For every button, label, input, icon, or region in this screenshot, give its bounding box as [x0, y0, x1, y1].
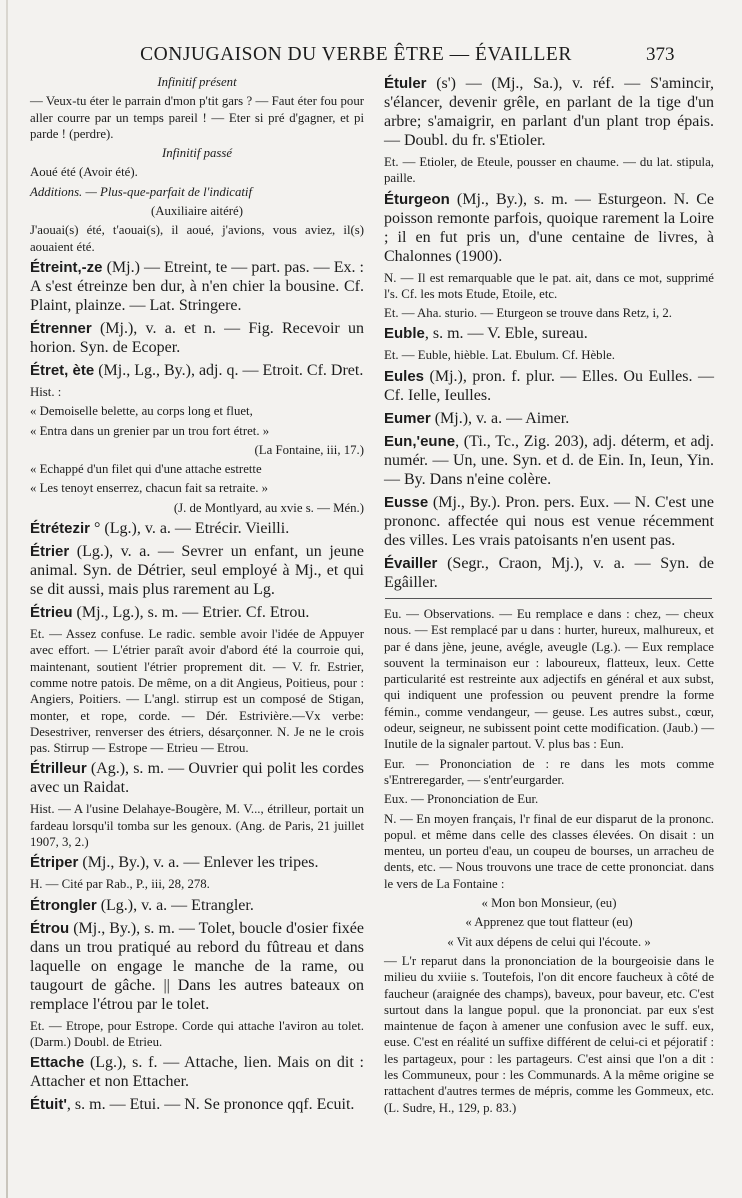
entry-text: N. — Il est remarquable que le pat. ait, dans ce mot, supprimé l's. Cf. les mots Etude, Etoile, etc. — [384, 270, 714, 301]
running-title: CONJUGAISON DU VERBE ÊTRE — ÉVAILLER — [140, 44, 572, 65]
entry-text: Et. — Assez confuse. Le radic. semble avoir l'idée de Appuyer avec effort. — L'étrier paraît avoir d'abord été la courroie qui, maintenant, soutient l'étrier proprement dit. — V. fr. Estrier, comme notre patois. De même, on a dit Angieus, Poitieus, pour : Angiers, Poitiers. — L'angl. stirrup est un composé de Stigan, monter, et rope, corde. — Dér. Estrivière.—Vx verbe: Desestriver, renverser des étriers, désarçonner. N. Je ne le crois pas. Stirrup — Estrope — Etrieu — Etrou. — [30, 627, 364, 756]
dictionary-entry — [30, 184, 364, 200]
entry-text: (Lg.), v. a. — Sevrer un enfant, un jeune animal. Syn. de Détrier, seul employé à Mj., et qui se dit aussi, mais plus rarement au Lg. — [30, 543, 364, 599]
left-column — [30, 74, 364, 1118]
entry-text: — Veux-tu éter le parrain d'mon p'tit gars ? — Faut éter fou pour aller courre par un temps pareil ! — Eter si pré d'gagner, et pi parde ! (perdre). — [30, 94, 364, 141]
dictionary-entry — [30, 480, 364, 496]
dictionary-entry — [384, 270, 714, 303]
entry-text: Hist. — A l'usine Delahaye-Bougère, M. V..., étrilleur, portait un fardeau lorsqu'il tomba sur les genoux. (Ang. de Paris, 21 juillet 1907, 3, 2.) — [30, 802, 364, 850]
entry-headword: Étrieu — [30, 604, 73, 622]
entry-text: (Mj., By.), v. a. — Enlever les tripes. — [78, 854, 319, 872]
entry-text: — L'r reparut dans la prononciation de la bourgeoisie dans le milieu du xviiie s. Toutefois, l'on dit encore faucheux à côté de faucheur (araignée des champs), baveux, pour baveur, etc. C'est surtout dans la langue popul. que la prononciat. par eux s'est maintenue de façon à amener une confusion avec le suff. eux, euse. C'est en réalité un suffixe différent de celui-ci et péjoratif : les partageux, pour : les partageurs. C'est ainsi que l'on a dit : les Communeux, pour : les Communards. A la même origine se rattachent d'autres termes de mépris, comme les Gommeux, etc. (L. Sudre, H., 129, p. 83.) — [384, 953, 714, 1115]
entry-headword: Étuit' — [30, 1096, 67, 1114]
entry-headword: Eules — [384, 367, 425, 385]
dictionary-entry — [30, 403, 364, 419]
note-paragraph — [384, 791, 714, 807]
right-notes — [384, 606, 714, 1119]
dictionary-entry — [384, 367, 714, 405]
entry-text: ° (Lg.), v. a. — Etrécir. Vieilli. — [90, 520, 290, 538]
entry-headword: Étrétezir — [30, 520, 91, 538]
entry-text: (J. de Montlyard, au xvie s. — Mén.) — [173, 500, 364, 515]
footnote-divider — [385, 598, 712, 599]
entry-text: Infinitif présent — [157, 75, 237, 89]
entry-text: (Mj.) — Etreint, te — part. pas. — Ex. : A s'est étreinze ben dur, à n'en chier la bousine. Cf. Plaint, plainze. — Lat. Stringere. — [30, 258, 364, 314]
entry-text: « Demoiselle belette, au corps long et fluet, — [30, 404, 253, 419]
entry-text: (Mj.), v. a. et n. — Fig. Recevoir un horion. Syn. de Ecoper. — [30, 319, 364, 356]
entry-headword: Étrongler — [30, 896, 97, 914]
dictionary-entry — [384, 154, 714, 187]
dictionary-entry — [30, 203, 364, 219]
dictionary-entry — [384, 409, 714, 428]
dictionary-entry — [384, 554, 714, 592]
entry-text: « Mon bon Monsieur, (eu) — [481, 896, 617, 911]
entry-text: Eux. — Prononciation de Eur. — [384, 792, 539, 807]
entry-text: Eu. — Observations. — Eu remplace e dans : chez, — cheux nous. — Est remplacé par u dans : hurter, hureux, malhureux, et par é dans jène, jeune, avégle, aveugle (Lg.). — Eux remplace souvent la terminaison eur : laboureux, flatteux, leux. Cette particularité est restreinte aux adjectifs en général et aux subst, qui indiquent une profession ou peuvent prendre la forme fémin., comme vendangeur, — geuse. Les autres subst., cœur, odeur, seigneur, ne subissent point cette modification. (Jaub.) — Inutile de la signaler partout. V. plus bas : Eun. — [384, 607, 714, 752]
dictionary-entry — [384, 347, 714, 363]
dictionary-entry — [30, 626, 364, 756]
entry-text: H. — Cité par Rab., P., iii, 28, 278. — [30, 877, 210, 892]
dictionary-entry — [384, 74, 714, 150]
dictionary-entry — [30, 853, 364, 872]
dictionary-entry — [384, 305, 714, 321]
dictionary-entry — [30, 919, 364, 1014]
entry-text: (Lg.), s. f. — Attache, lien. Mais on dit : Attacher et non Ettacher. — [30, 1054, 364, 1091]
dictionary-entry — [384, 432, 714, 489]
entry-text: Aoué été (Avoir été). — [30, 165, 138, 180]
entry-headword: Eusse — [384, 493, 429, 511]
dictionary-entry — [30, 442, 364, 458]
entry-text: (Ag.), s. m. — Ouvrier qui polit les cordes avec un Raidat. — [30, 760, 364, 797]
note-paragraph — [384, 953, 714, 1116]
entry-headword: Eumer — [384, 409, 431, 427]
entry-text: Infinitif passé — [161, 146, 233, 161]
entry-text: (Segr., Craon, Mj.), v. a. — Syn. de Egâiller. — [384, 554, 714, 591]
entry-headword: Étrier — [30, 543, 70, 561]
dictionary-entry — [30, 258, 364, 315]
page-edge-shadow — [6, 0, 8, 1198]
dictionary-entry — [384, 493, 714, 550]
entry-headword: Étuler — [384, 75, 427, 92]
entry-headword: Eun,'eune — [384, 432, 456, 450]
dictionary-entry — [30, 876, 364, 892]
entry-text: , (Ti., Tc., Zig. 203), adj. déterm, et adj. numér. — Un, une. Syn. et d. de Ein. In, Ieun, Yin. — By. Dans n'eine colère. — [384, 432, 714, 488]
entry-text: « Entra dans un grenier par un trou fort étret. » — [30, 423, 270, 438]
entry-text: Et. — Etioler, de Eteule, pousser en chaume. — du lat. stipula, paille. — [384, 155, 714, 186]
entry-text: Eur. — Prononciation de : re dans les mots comme s'Entreregarder, — s'entr'eurgarder. — [384, 756, 714, 787]
entry-headword: Étrou — [30, 919, 70, 937]
entry-text: (La Fontaine, iii, 17.) — [254, 442, 364, 457]
entry-text: « Apprenez que tout flatteur (eu) — [465, 915, 633, 930]
page-number: 373 — [646, 44, 675, 65]
dictionary-entry — [30, 319, 364, 357]
dictionary-entry — [384, 190, 714, 266]
entry-headword: Étrilleur — [30, 760, 87, 778]
dictionary-entry — [30, 423, 364, 439]
dictionary-entry — [30, 1095, 364, 1114]
note-paragraph — [384, 934, 714, 950]
dictionary-entry — [30, 384, 364, 400]
entry-text: Et. — Aha. sturio. — Eturgeon se trouve dans Retz, i, 2. — [384, 306, 673, 321]
entry-headword: Étret, ète — [30, 361, 95, 379]
dictionary-entry — [30, 519, 364, 538]
note-paragraph — [384, 895, 714, 911]
entry-text: (Mj.), v. a. — Aimer. — [430, 409, 570, 427]
dictionary-entry — [30, 542, 364, 599]
entry-text: Et. — Euble, hièble. Lat. Ebulum. Cf. Hèble. — [384, 348, 615, 363]
entry-text: (Mj., Lg., By.), adj. q. — Etroit. Cf. Dret. — [94, 361, 364, 379]
dictionary-entry — [30, 361, 364, 380]
entry-text: , s. m. — V. Eble, sureau. — [424, 325, 588, 343]
dictionary-entry — [30, 896, 364, 915]
page-header — [0, 44, 742, 68]
entry-headword: Éturgeon — [384, 190, 450, 208]
entry-text: (Mj., Lg.), s. m. — Etrier. Cf. Etrou. — [72, 604, 310, 622]
entry-text: N. — En moyen français, l'r final de eur disparut de la prononc. popul. et même dans celle des classes élevées. On disait : un menteu, un porteu d'eau, un coupeu de bourses, un arracheu de dents, etc. — Nous trouvons une trace de cette prononciat. dans le vers de La Fontaine : — [384, 811, 714, 891]
note-paragraph — [384, 606, 714, 753]
entry-text: « Les tenoyt enserrez, chacun fait sa retraite. » — [30, 481, 269, 496]
dictionary-entry — [30, 603, 364, 622]
entry-headword: Évailler — [384, 554, 438, 572]
entry-headword: Étreint,-ze — [30, 258, 103, 276]
entry-headword: Ettache — [30, 1054, 85, 1072]
right-column — [384, 74, 714, 596]
entry-headword: Étrenner — [30, 319, 92, 337]
entry-text: (Mj.), pron. f. plur. — Elles. Ou Eulles. — Cf. Ielle, Ieulles. — [384, 367, 714, 404]
entry-text: (Mj., By.), s. m. — Esturgeon. N. Ce poisson remonte parfois, quoique rarement la Loire ; il en fut pris un, d'une centaine de livres, à Chalonnes (1900). — [384, 190, 714, 265]
dictionary-entry — [30, 801, 364, 850]
entry-text: (s') — (Mj., Sa.), v. réf. — S'amincir, s'élancer, devenir grêle, en parlant de la tige d'un arbre; s'amaigrir, en parlant d'un plant trop épais. — Doubl. du fr. s'Etioler. — [384, 75, 714, 149]
dictionary-entry — [30, 461, 364, 477]
entry-text: Additions. — Plus-que-parfait de l'indicatif — [30, 184, 253, 199]
entry-text: J'aouai(s) été, t'aouai(s), il aoué, j'avions, vous aviez, il(s) aouaient été. — [30, 223, 364, 254]
entry-headword: Étriper — [30, 854, 79, 872]
dictionary-entry — [30, 222, 364, 255]
entry-text: (Auxiliaire aitéré) — [150, 204, 243, 219]
dictionary-entry — [30, 1053, 364, 1091]
dictionary-entry — [30, 164, 364, 180]
dictionary-entry — [30, 500, 364, 516]
entry-text: « Vit aux dépens de celui qui l'écoute. » — [447, 934, 651, 949]
entry-text: (Mj., By.). Pron. pers. Eux. — N. C'est une prononc. affectée qui nous est venue récemment des villes. Les vrais patoisants n'en usent pas. — [384, 493, 714, 549]
note-paragraph — [384, 914, 714, 930]
entry-text: Hist. : — [30, 384, 62, 399]
dictionary-entry — [30, 93, 364, 142]
dictionary-entry — [30, 1018, 364, 1051]
dictionary-entry — [384, 324, 714, 343]
entry-text: Et. — Etrope, pour Estrope. Corde qui attache l'aviron au tolet. (Darm.) Doubl. de Etrieu. — [30, 1018, 364, 1049]
entry-headword: Euble — [384, 325, 425, 343]
entry-text: , s. m. — Etui. — N. Se prononce qqf. Ecuit. — [66, 1096, 355, 1114]
dictionary-entry — [30, 145, 364, 161]
entry-text: « Echappé d'un filet qui d'une attache estrette — [30, 462, 262, 477]
entry-text: (Mj., By.), s. m. — Tolet, boucle d'osier fixée dans un trou pratiqué au rebord du fûtreau et dans laquelle on engage le manche de la rame, ou taugourt de gâche. || Dans les autres bateaux on remplace l'étrou par le tolet. — [30, 919, 364, 1013]
entry-text: (Lg.), v. a. — Etrangler. — [96, 896, 254, 914]
note-paragraph — [384, 756, 714, 789]
dictionary-entry — [30, 759, 364, 797]
dictionary-entry — [30, 74, 364, 90]
note-paragraph — [384, 811, 714, 892]
